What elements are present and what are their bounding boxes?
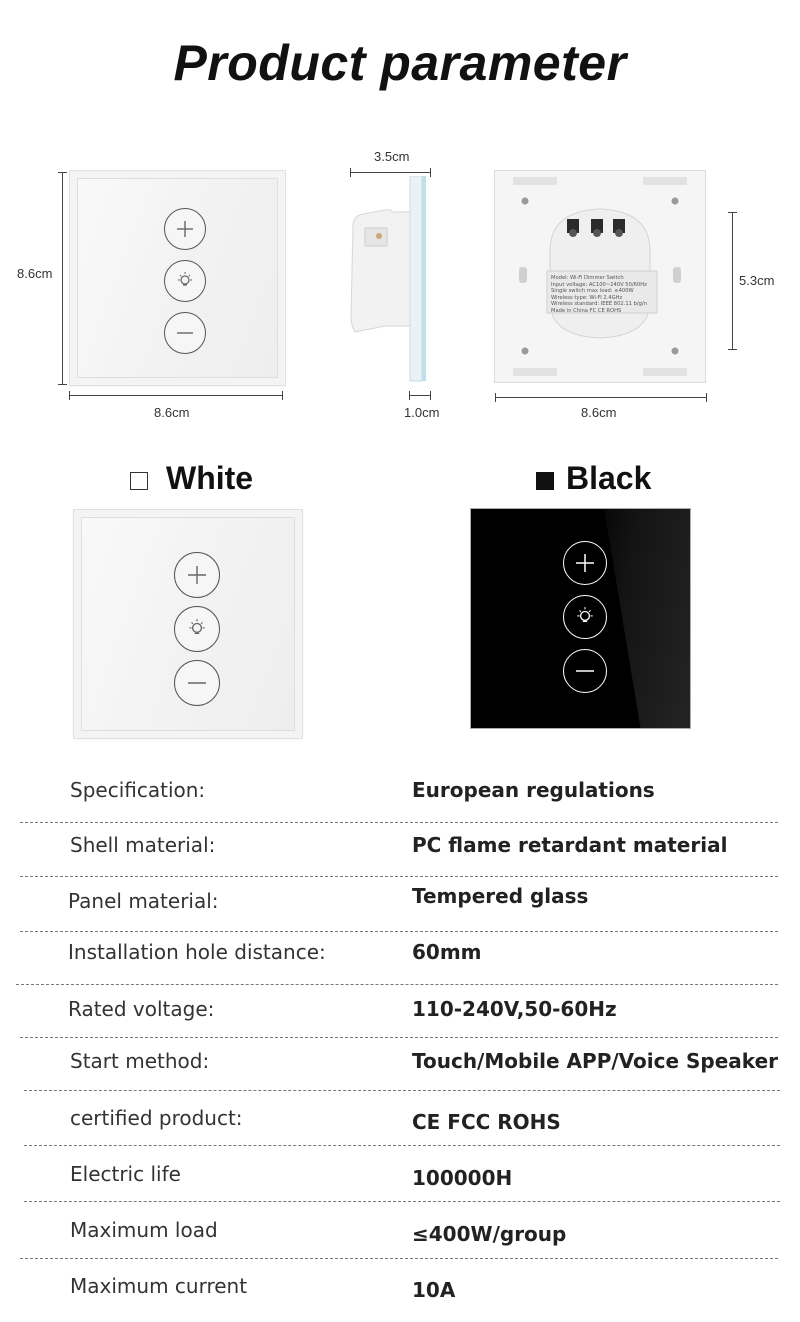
- light-bulb-icon: [574, 606, 596, 628]
- back-label-line: Model: Wi-Fi Dimmer Switch: [551, 275, 624, 281]
- front-view-light-button: [164, 260, 206, 302]
- spec-value: 110-240V,50-60Hz: [412, 997, 617, 1021]
- black-light-button: [563, 595, 607, 639]
- spec-value: PC flame retardant material: [412, 833, 728, 857]
- front-width-tick-left: [69, 391, 70, 400]
- spec-value: 60mm: [412, 940, 482, 964]
- spec-value: Tempered glass: [412, 884, 589, 908]
- front-width-label: 8.6cm: [154, 405, 190, 420]
- plus-icon: [186, 564, 208, 586]
- front-view-minus-button: [164, 312, 206, 354]
- back-height-dimension-line: [732, 212, 733, 350]
- spec-label: Maximum load: [70, 1218, 218, 1242]
- light-bulb-icon: [175, 271, 195, 291]
- front-width-dimension-line: [69, 395, 283, 396]
- back-width-tick-right: [706, 393, 707, 402]
- back-view-panel: [494, 170, 706, 383]
- back-height-tick-bottom: [728, 349, 737, 350]
- side-thickness-tick-right: [430, 391, 431, 400]
- black-minus-button: [563, 649, 607, 693]
- front-height-dimension-line: [62, 172, 63, 384]
- white-switch-panel: [74, 510, 302, 738]
- side-depth-label: 3.5cm: [374, 149, 410, 164]
- row-divider: [20, 876, 778, 877]
- row-divider: [24, 1201, 780, 1202]
- spec-label: Specification:: [70, 778, 206, 802]
- white-variant-label: White: [166, 460, 254, 496]
- spec-label: Shell material:: [70, 833, 216, 857]
- spec-value: CE FCC ROHS: [412, 1110, 561, 1134]
- front-height-label: 8.6cm: [17, 266, 53, 281]
- plus-icon: [175, 219, 195, 239]
- row-divider: [24, 1145, 780, 1146]
- spec-label: Start method:: [70, 1049, 210, 1073]
- back-label-line: Wireless type: Wi-Fi 2.4GHz: [551, 294, 623, 301]
- spec-label: Maximum current: [70, 1274, 248, 1298]
- row-divider: [20, 822, 778, 823]
- white-square-icon: [130, 472, 148, 490]
- minus-icon: [574, 660, 596, 682]
- back-height-tick-top: [728, 212, 737, 213]
- white-switch-glass: [81, 517, 295, 731]
- back-width-label: 8.6cm: [581, 405, 617, 420]
- front-width-tick-right: [282, 391, 283, 400]
- back-width-tick-left: [495, 393, 496, 402]
- side-thickness-tick-left: [409, 391, 410, 400]
- black-square-icon: [536, 472, 554, 490]
- front-height-tick-top: [58, 172, 67, 173]
- spec-label: Electric life: [70, 1162, 181, 1186]
- minus-icon: [186, 672, 208, 694]
- back-label-line: Made in China FC CE ROHS: [551, 307, 622, 314]
- spec-value: 100000H: [412, 1166, 513, 1190]
- white-plus-button: [174, 552, 220, 598]
- spec-value: 10A: [412, 1278, 456, 1302]
- side-depth-dimension-line: [350, 172, 431, 173]
- side-thickness-dimension-line: [409, 395, 431, 396]
- spec-value: ≤400W/group: [412, 1222, 567, 1246]
- spec-label: certified product:: [70, 1106, 243, 1130]
- back-height-label: 5.3cm: [739, 273, 775, 288]
- black-plus-button: [563, 541, 607, 585]
- white-minus-button: [174, 660, 220, 706]
- spec-value: Touch/Mobile APP/Voice Speaker: [412, 1049, 778, 1073]
- spec-value: European regulations: [412, 778, 655, 802]
- row-divider: [16, 984, 778, 985]
- row-divider: [24, 1090, 780, 1091]
- back-label-line: Input voltage: AC100~240V 50/60Hz: [551, 281, 647, 288]
- front-view-glass: [77, 178, 278, 378]
- front-view-panel: [70, 171, 285, 385]
- plus-icon: [574, 552, 596, 574]
- black-switch-panel: [470, 508, 691, 729]
- back-label-line: Wireless standard: IEEE 802.11 b/g/n: [551, 301, 647, 308]
- white-light-button: [174, 606, 220, 652]
- front-height-tick-bottom: [58, 384, 67, 385]
- back-width-dimension-line: [495, 397, 707, 398]
- spec-label: Rated voltage:: [68, 997, 215, 1021]
- spec-label: Installation hole distance:: [68, 940, 326, 964]
- black-variant-label: Black: [566, 460, 652, 496]
- row-divider: [20, 1037, 778, 1038]
- page-title: Product parameter: [173, 35, 627, 91]
- side-thickness-label: 1.0cm: [404, 405, 440, 420]
- row-divider: [20, 1258, 778, 1259]
- row-divider: [20, 931, 778, 932]
- spec-label: Panel material:: [68, 889, 219, 913]
- side-view-image: [345, 176, 440, 386]
- front-view-plus-button: [164, 208, 206, 250]
- minus-icon: [175, 323, 195, 343]
- back-label-text: [551, 275, 659, 315]
- back-label-line: Single switch max load: ≤400W: [551, 288, 634, 295]
- light-bulb-icon: [186, 618, 208, 640]
